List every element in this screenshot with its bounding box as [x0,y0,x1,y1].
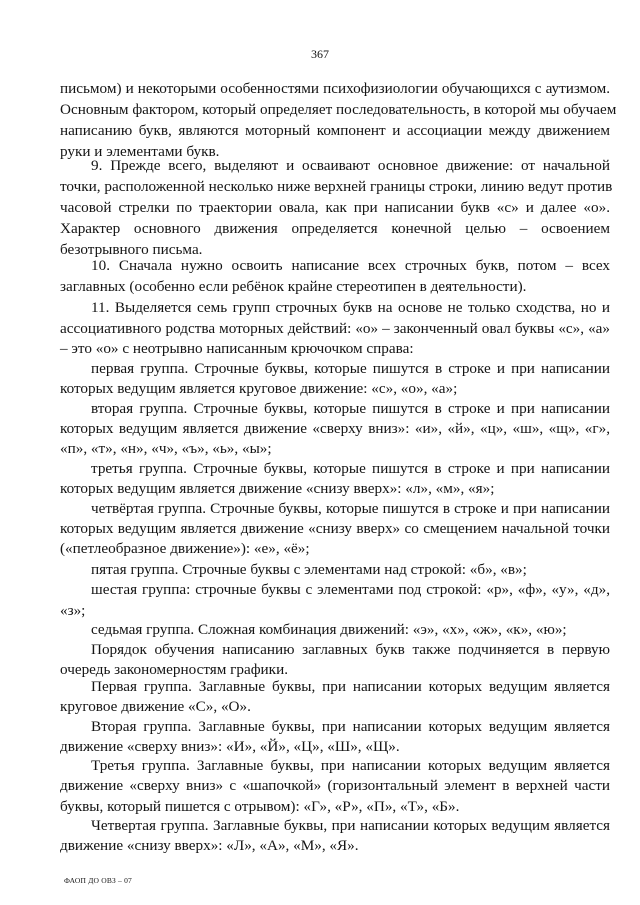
text-line: Третья группа. Заглавные буквы, при написании которых ведущим является [91,757,610,774]
text-line: 9. Прежде всего, выделяют и осваивают основное движение: от начальной [91,157,610,174]
page-footer: ФАОП ДО ОВЗ – 07 [64,876,132,885]
text-line: Первая группа. Заглавные буквы, при написании которых ведущим является [91,678,610,695]
text-line: третья группа. Строчные буквы, которые пишутся в строке и при написании [91,460,610,477]
text-line: шестая группа: строчные буквы с элементами под строкой: «р», «ф», «у», «д», [91,581,610,598]
text-line: которых ведущим является движение «снизу вверх»: «л», «м», «я»; [60,480,495,497]
text-line: первая группа. Строчные буквы, которые пишутся в строке и при написании [91,360,610,377]
text-line: руки и элементами букв. [60,143,220,160]
text-line: которых ведущим является движение «сверху вниз»: «и», «й», «ц», «ш», «щ», «г», [60,420,610,437]
text-line: точки, расположенной несколько ниже верхней границы строки, линию ведут против [60,178,613,195]
text-line: – это «о» с неотрывно написанным крючочком справа: [60,340,414,357]
text-line: Характер основного движения определяется конечной целью – освоением [60,220,610,237]
text-line: Порядок обучения написанию заглавных букв также подчиняется в первую [91,641,610,658]
text-line: «з»; [60,602,86,619]
text-line: пятая группа. Строчные буквы с элементами над строкой: «б», «в»; [91,561,527,578]
text-line: Основным фактором, который определяет последовательность, в которой мы обучаем [60,101,617,118]
text-line: безотрывного письма. [60,241,203,258]
text-line: Четвертая группа. Заглавные буквы, при написании которых ведущим является [91,817,610,834]
text-line: четвёртая группа. Строчные буквы, которые пишутся в строке и при написании [91,500,610,517]
text-line: которых ведущим является круговое движение: «с», «о», «а»; [60,380,458,397]
text-line: часовой стрелки по траектории овала, как при написании букв «с» и далее «о». [60,199,610,216]
text-line: Вторая группа. Заглавные буквы, при написании которых ведущим является [91,718,610,735]
text-line: очередь закономерностям графики. [60,661,288,678]
text-line: написанию букв, являются моторный компонент и ассоциации между движением [60,122,610,139]
text-line: «п», «т», «н», «ч», «ъ», «ь», «ы»; [60,440,272,457]
text-line: движение «сверху вниз»: «И», «Й», «Ц», «Ш», «Щ». [60,738,400,755]
text-line: которых ведущим является движение «снизу вверх» со смещением начальной точки [60,520,610,537]
text-line: ассоциативного родства моторных действий: «о» – законченный овал буквы «с», «а» [60,320,610,337]
text-line: круговое движение «С», «О». [60,698,251,715]
text-line: 11. Выделяется семь групп строчных букв на основе не только сходства, но и [91,299,610,316]
text-line: вторая группа. Строчные буквы, которые пишутся в строке и при написании [91,400,610,417]
page-number: 367 [311,47,329,61]
text-line: письмом) и некоторыми особенностями психофизиологии обучающихся с аутизмом. [60,80,610,97]
text-line: движение «снизу вверх»: «Л», «А», «М», «Я». [60,837,359,854]
text-line: 10. Сначала нужно освоить написание всех строчных букв, потом – всех [91,257,610,274]
text-line: буквы, который пишется с отрывом): «Г», «Р», «П», «Т», «Б». [60,798,460,815]
text-line: седьмая группа. Сложная комбинация движений: «э», «х», «ж», «к», «ю»; [91,621,567,638]
text-line: заглавных (особенно если ребёнок крайне стереотипен в деятельности). [60,278,527,295]
text-line: («петлеобразное движение»): «е», «ё»; [60,540,310,557]
text-line: движение «сверху вниз» с «шапочкой» (горизонтальный элемент в верхней части [60,777,610,794]
